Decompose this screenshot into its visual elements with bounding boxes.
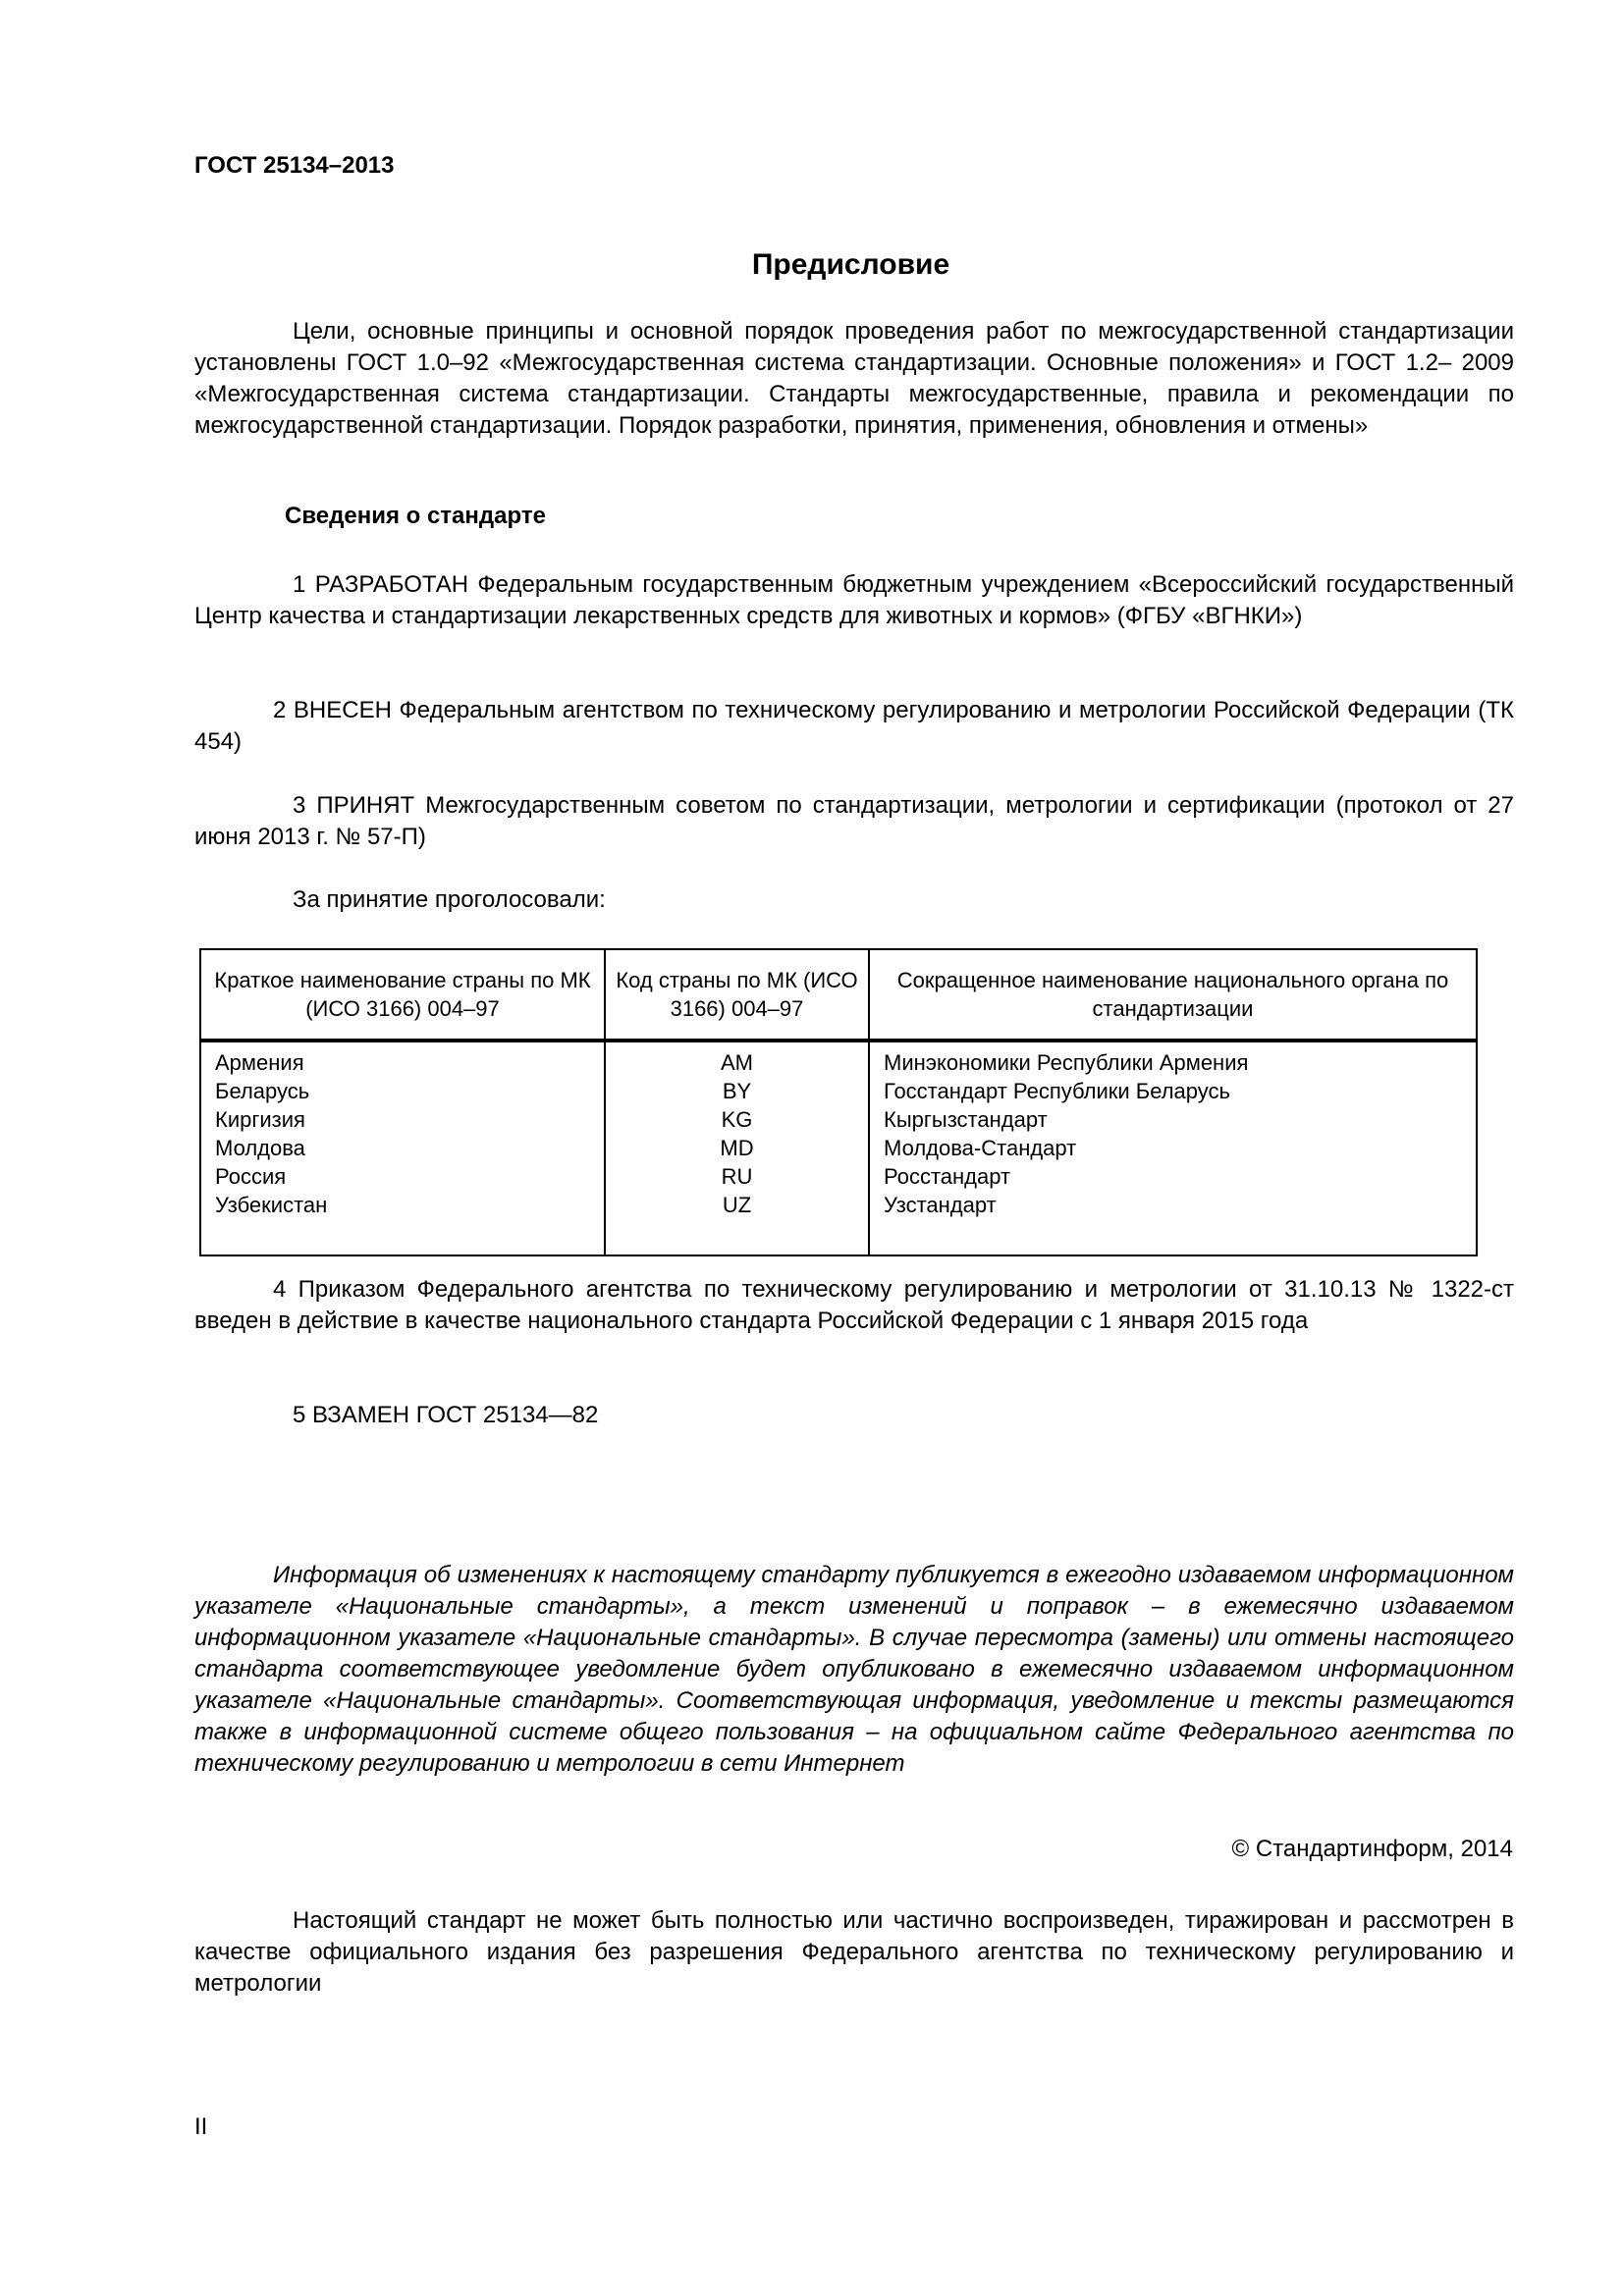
table-cell-country: Россия <box>215 1164 287 1189</box>
table-cell-code: BY <box>722 1079 752 1103</box>
standards-bodies-column <box>869 1041 1477 1255</box>
country-codes-column <box>605 1041 869 1255</box>
table-cell-country: Армения <box>215 1050 304 1075</box>
document-code-header: ГОСТ 25134–2013 <box>194 152 395 179</box>
item-4-enacted: 4 Приказом Федерального агентства по техническому регулированию и метрологии от 31.10.13 № 1322-ст введен в действие в качестве национального стандарта Российской Федерации с 1 января 2015 года <box>194 1276 1514 1334</box>
header-standards-body: Сокращенное наименование национального органа по стандартизации <box>869 949 1477 1041</box>
page-title: Предисловие <box>751 248 950 281</box>
table-cell-code: AM <box>721 1050 753 1075</box>
table-cell-country: Узбекистан <box>215 1193 328 1217</box>
table-cell-body: Минэкономики Республики Армения <box>884 1050 1249 1075</box>
header-country-code: Код страны по МК (ИСО 3166) 004–97 <box>605 949 869 1041</box>
table-cell-country: Киргизия <box>215 1107 305 1132</box>
table-header-row <box>200 949 1477 1041</box>
item-1-developed-by: 1 РАЗРАБОТАН Федеральным государственным бюджетным учреждением «Всероссийский государственный Центр качества и стандартизации лекарственных средств для животных и кормов» (ФГБУ «ВГНКИ») <box>194 571 1514 629</box>
item-3-adopted-by: 3 ПРИНЯТ Межгосударственным советом по стандартизации, метрологии и сертификации (протокол от 27 июня 2013 г. № 57-П) <box>194 792 1514 850</box>
changes-information-notice: Информация об изменениях к настоящему стандарту публикуется в ежегодно издаваемом информационном указателе «Национальные стандарты», а текст изменений и поправок – в ежемесячно издаваемом информационном указателе «Национальные стандарты». В случае пересмотра (замены) или отмены настоящего стандарта соответствующее уведомление будет опубликовано в ежемесячно издаваемом информационном указателе «Национальные стандарты». Соответствующая информация, уведомление и тексты размещаются также в информационной системе общего пользования – на официальном сайте Федерального агентства по техническому регулированию и метрологии в сети Интернет <box>194 1562 1514 1777</box>
table-cell-body: Кыргызстандарт <box>884 1107 1048 1132</box>
table-cell-body: Молдова-Стандарт <box>884 1136 1077 1160</box>
table-body-row <box>200 1041 1477 1255</box>
voting-countries-table <box>199 948 1478 1256</box>
table-cell-code: KG <box>721 1107 753 1132</box>
section-subheading: Сведения о стандарте <box>285 503 546 529</box>
table-cell-body: Узстандарт <box>884 1193 997 1217</box>
intro-paragraph: Цели, основные принципы и основной порядок проведения работ по межгосударственной стандартизации установлены ГОСТ 1.0–92 «Межгосударственная система стандартизации. Основные положения» и ГОСТ 1.2– 2009 «Межгосударственная система стандартизации. Стандарты межгосударственные, правила и рекомендации по межгосударственной стандартизации. Порядок разработки, принятия, применения, обновления и отмены» <box>194 318 1514 439</box>
copyright-line: © Стандартинформ, 2014 <box>1231 1836 1513 1862</box>
table-cell-code: UZ <box>722 1193 752 1217</box>
item-5-replaces: 5 ВЗАМЕН ГОСТ 25134—82 <box>293 1402 599 1428</box>
table-cell-body: Госстандарт Республики Беларусь <box>884 1079 1230 1103</box>
page-number: II <box>194 2113 208 2140</box>
table-cell-code: RU <box>721 1164 753 1189</box>
table-cell-code: MD <box>720 1136 754 1160</box>
voted-label: За принятие проголосовали: <box>293 886 606 913</box>
table-cell-country: Беларусь <box>215 1079 310 1103</box>
item-2-submitted-by: 2 ВНЕСЕН Федеральным агентством по техническому регулированию и метрологии Российской Федерации (ТК 454) <box>194 697 1514 755</box>
table-cell-country: Молдова <box>215 1136 305 1160</box>
country-names-column <box>200 1041 605 1255</box>
reproduction-notice: Настоящий стандарт не может быть полностью или частично воспроизведен, тиражирован и рассмотрен в качестве официального издания без разрешения Федерального агентства по техническому регулированию и метрологии <box>194 1907 1514 1997</box>
table-cell-body: Росстандарт <box>884 1164 1011 1189</box>
header-country-name: Краткое наименование страны по МК (ИСО 3166) 004–97 <box>200 949 605 1041</box>
